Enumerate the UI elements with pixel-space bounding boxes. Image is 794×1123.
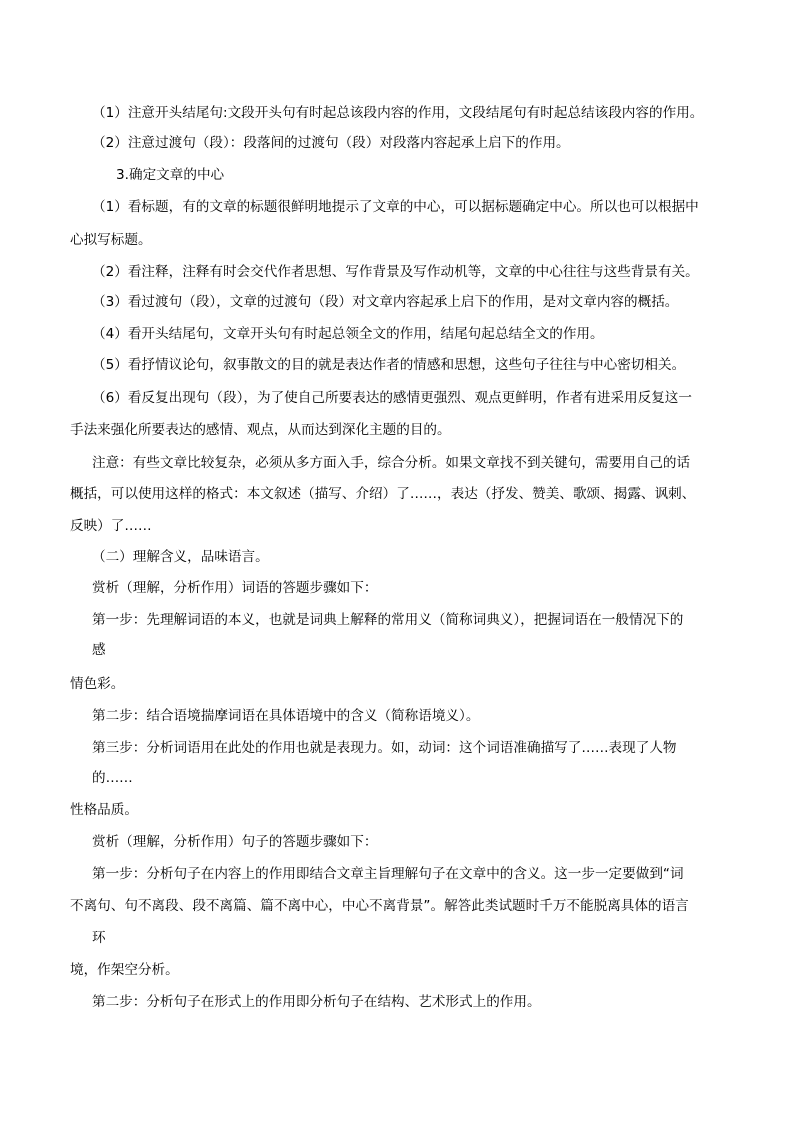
text-line: 第一步：分析句子在内容上的作用即结合文章主旨理解句子在文章中的含义。这一步一定要做到“词: [92, 866, 684, 882]
text-line: 性格品质。: [70, 802, 138, 818]
text-line: （2）看注释，注释有时会交代作者思想、写作背景及写作动机等，文章的中心往往与这些背景有关。: [92, 264, 699, 280]
text-line: 赏析（理解，分析作用）词语的答题步骤如下：: [92, 580, 378, 596]
note-line: 反映）了……: [70, 518, 152, 534]
text-line: 心拟写标题。: [70, 232, 152, 248]
text-line: （1）注意开头结尾句:文段开头句有时起总该段内容的作用，文段结尾句有时起总结该段内容的作用。: [92, 105, 704, 121]
text-line: 环: [92, 930, 106, 946]
text-line: 手法来强化所要表达的感情、观点，从而达到深化主题的目的。: [70, 422, 451, 438]
text-line: 不离句、句不离段、段不离篇、篇不离中心，中心不离背景”。解答此类试题时千万不能脱离具体的语言: [70, 898, 689, 914]
note-line: 注意：有些文章比较复杂，必须从多方面入手，综合分析。如果文章找不到关键句，需要用自己的话: [92, 455, 691, 471]
text-line: （4）看开头结尾句，文章开头句有时起总领全文的作用，结尾句起总结全文的作用。: [92, 326, 604, 342]
text-line: 境，作架空分析。: [70, 962, 179, 978]
text-line: 第二步：分析句子在形式上的作用即分析句子在结构、艺术形式上的作用。: [92, 994, 541, 1010]
section-heading: 3.确定文章的中心: [116, 167, 225, 183]
section-heading: （二）理解含义，品味语言。: [92, 549, 269, 565]
text-line: （6）看反复出现句（段），为了使自己所要表达的感情更强烈、观点更鲜明，作者有进采用反复这一: [92, 390, 692, 406]
text-line: 感: [92, 642, 106, 658]
text-line: 第二步：结合语境揣摩词语在具体语境中的含义（简称语境义）。: [92, 708, 480, 724]
text-line: （3）看过渡句（段），文章的过渡句（段）对文章内容起承上启下的作用，是对文章内容的概括。: [92, 294, 679, 310]
text-line: 赏析（理解，分析作用）句子的答题步骤如下：: [92, 834, 378, 850]
text-line: 第一步：先理解词语的本义，也就是词典上解释的常用义（简称词典义），把握词语在一般情况下的: [92, 612, 684, 628]
text-line: （2）注意过渡句（段）：段落间的过渡句（段）对段落内容起承上启下的作用。: [92, 135, 570, 151]
text-line: 情色彩。: [70, 676, 125, 692]
text-line: 的……: [92, 770, 133, 786]
note-line: 概括，可以使用这样的格式：本文叙述（描写、介绍）了……，表达（抒发、赞美、歌颂、揭露、讽刺、: [70, 486, 696, 502]
text-line: 第三步：分析词语用在此处的作用也就是表现力。如，动词：这个词语准确描写了……表现了人物: [92, 740, 677, 756]
text-line: （5）看抒情议论句，叙事散文的目的就是表达作者的情感和思想，这些句子往往与中心密切相关。: [92, 357, 686, 373]
text-line: （1）看标题，有的文章的标题很鲜明地提示了文章的中心，可以据标题确定中心。所以也可以根据中: [92, 199, 699, 215]
